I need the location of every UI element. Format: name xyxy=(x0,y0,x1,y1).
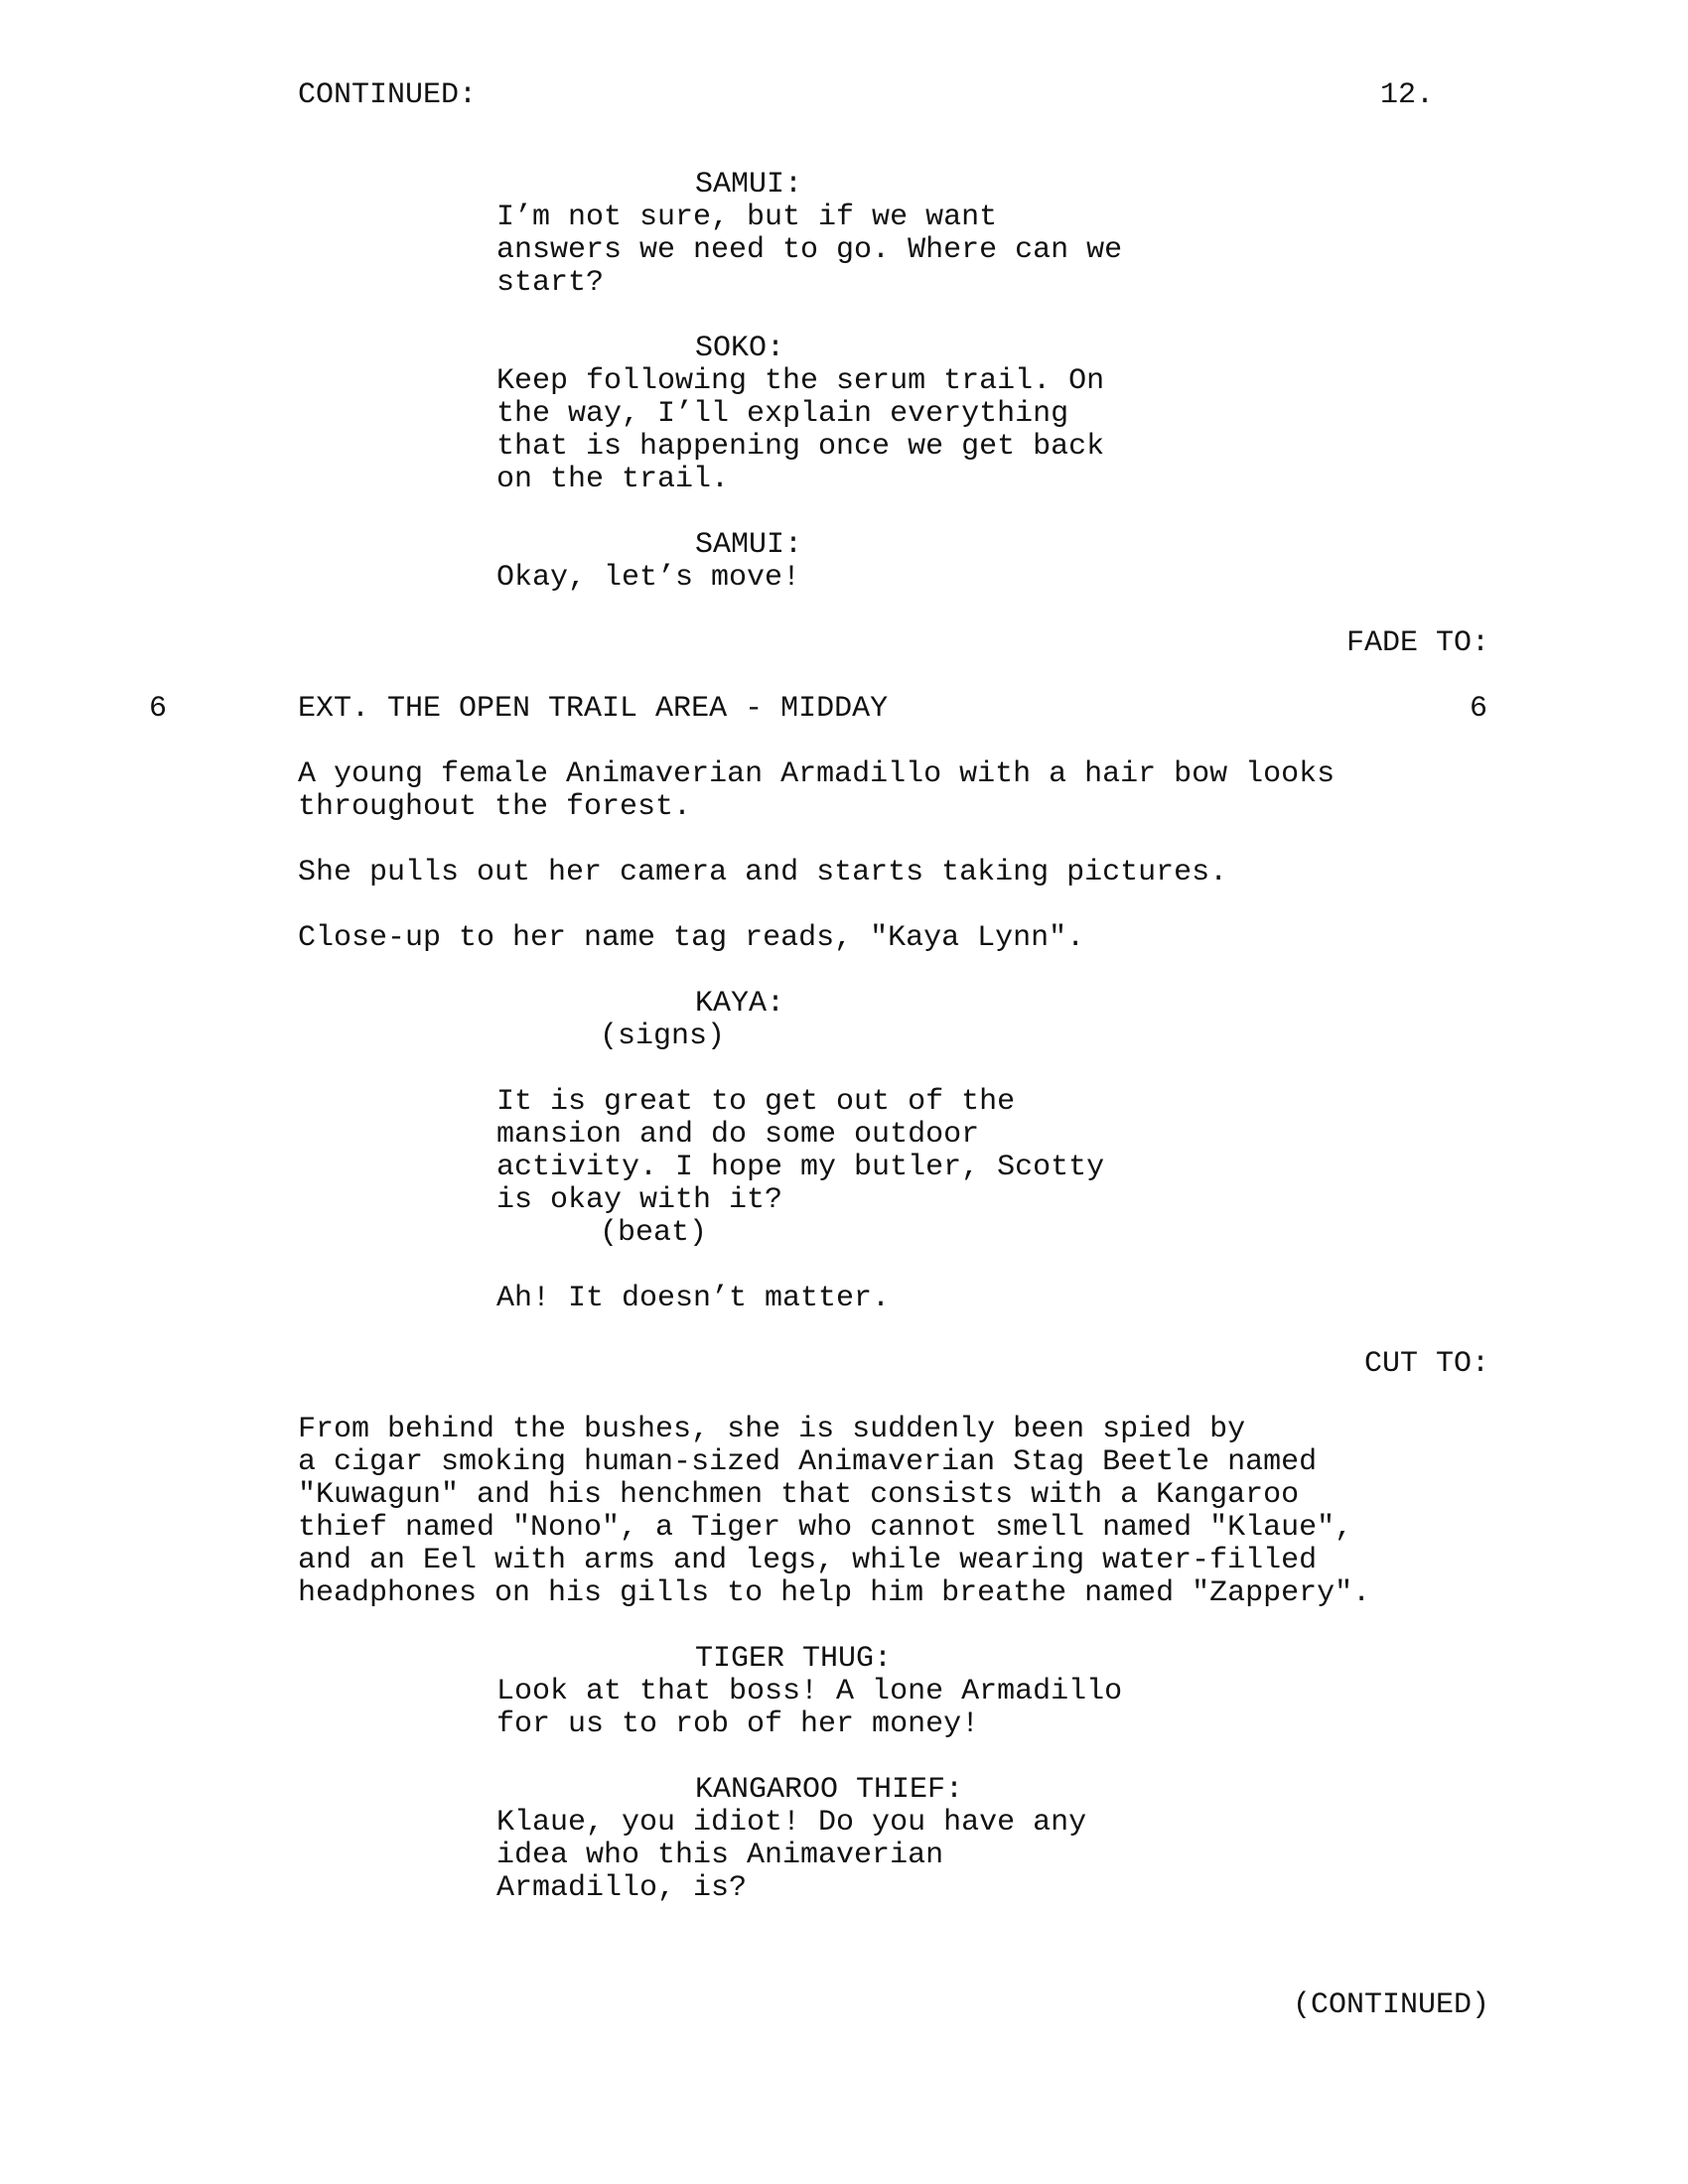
dialogue-line: mansion and do some outdoor xyxy=(496,1118,980,1152)
character-name: SOKO: xyxy=(695,332,785,365)
character-name: SAMUI: xyxy=(695,528,803,562)
dialogue-line: is okay with it? xyxy=(496,1183,783,1217)
action-line: headphones on his gills to help him breathe named "Zappery". xyxy=(298,1576,1371,1610)
dialogue-line: answers we need to go. Where can we xyxy=(496,233,1123,267)
scene-heading: EXT. THE OPEN TRAIL AREA - MIDDAY xyxy=(298,692,889,726)
character-name: SAMUI: xyxy=(695,168,803,202)
parenthetical: (signs) xyxy=(600,1020,726,1053)
dialogue-line: Okay, let’s move! xyxy=(496,561,801,595)
action-line: "Kuwagun" and his henchmen that consists with a Kangaroo xyxy=(298,1478,1300,1512)
dialogue-line: It is great to get out of the xyxy=(496,1085,1016,1119)
dialogue-line: idea who this Animaverian xyxy=(496,1839,944,1872)
dialogue-line: Ah! It doesn’t matter. xyxy=(496,1282,891,1315)
scene-number-right: 6 xyxy=(1470,692,1488,726)
transition: FADE TO: xyxy=(1345,626,1489,660)
action-line: and an Eel with arms and legs, while wearing water-filled xyxy=(298,1544,1318,1577)
dialogue-line: the way, I’ll explain everything xyxy=(496,397,1069,431)
character-name: KAYA: xyxy=(695,987,785,1021)
character-name: KANGAROO THIEF: xyxy=(695,1773,964,1807)
dialogue-line: on the trail. xyxy=(496,463,730,496)
dialogue-line: Armadillo, is? xyxy=(496,1871,748,1905)
continued-footer: (CONTINUED) xyxy=(1292,1988,1489,2022)
dialogue-line: that is happening once we get back xyxy=(496,430,1105,464)
action-line: She pulls out her camera and starts taking pictures. xyxy=(298,856,1228,889)
dialogue-line: for us to rob of her money! xyxy=(496,1707,980,1741)
action-line: a cigar smoking human-sized Animaverian Stag Beetle named xyxy=(298,1445,1318,1479)
action-line: Close-up to her name tag reads, "Kaya Lynn". xyxy=(298,921,1085,955)
transition: CUT TO: xyxy=(1363,1347,1489,1381)
dialogue-line: start? xyxy=(496,266,605,300)
scene-number-left: 6 xyxy=(149,692,168,726)
dialogue-line: I’m not sure, but if we want xyxy=(496,201,998,234)
dialogue-line: Klaue, you idiot! Do you have any xyxy=(496,1806,1087,1840)
dialogue-line: Look at that boss! A lone Armadillo xyxy=(496,1675,1123,1708)
action-line: throughout the forest. xyxy=(298,790,692,824)
character-name: TIGER THUG: xyxy=(695,1642,893,1676)
dialogue-line: Keep following the serum trail. On xyxy=(496,364,1105,398)
parenthetical: (beat) xyxy=(600,1216,708,1250)
dialogue-line: activity. I hope my butler, Scotty xyxy=(496,1151,1105,1184)
action-line: From behind the bushes, she is suddenly been spied by xyxy=(298,1413,1246,1446)
page-number: 12. xyxy=(1380,78,1435,112)
continued-header: CONTINUED: xyxy=(298,78,478,112)
action-line: A young female Animaverian Armadillo with a hair bow looks xyxy=(298,757,1336,791)
action-line: thief named "Nono", a Tiger who cannot smell named "Klaue", xyxy=(298,1511,1353,1545)
